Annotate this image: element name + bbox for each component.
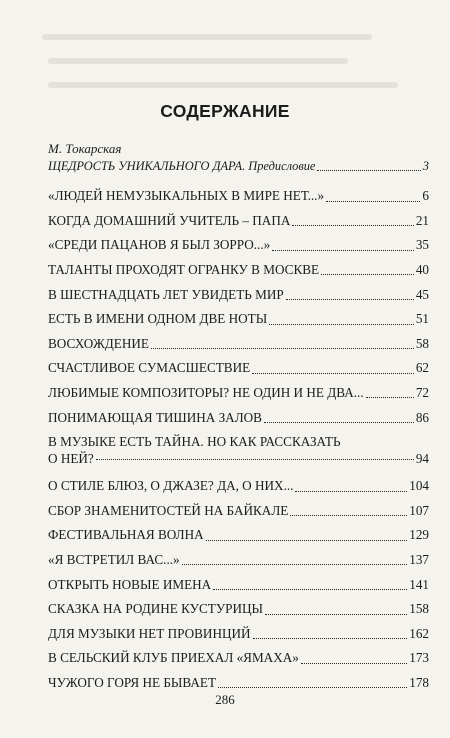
preface-author: М. Токарская — [48, 141, 122, 156]
dot-leader — [206, 540, 408, 541]
toc-entry-page: 107 — [409, 502, 429, 518]
dot-leader — [269, 324, 414, 325]
toc-entry — [48, 523, 429, 548]
toc-entry-title: ОТКРЫТЬ НОВЫЕ ИМЕНА — [48, 576, 212, 592]
dot-leader — [253, 638, 408, 639]
dot-leader — [252, 373, 414, 374]
toc-entry — [48, 184, 429, 209]
toc-entry-page: 178 — [409, 674, 429, 690]
toc-entry — [48, 405, 429, 430]
toc-entry-title: ЛЮБИМЫЕ КОМПОЗИТОРЫ? НЕ ОДИН И НЕ ДВА... — [48, 385, 364, 401]
toc-entry-page: 129 — [409, 527, 429, 543]
toc-entry — [48, 499, 429, 524]
toc-entry — [48, 646, 429, 671]
dot-leader — [301, 663, 407, 664]
toc-entry-title: «СРЕДИ ПАЦАНОВ Я БЫЛ ЗОРРО...» — [48, 237, 271, 253]
toc-entry-page: 162 — [409, 625, 429, 641]
toc-entry — [48, 381, 429, 406]
toc-entry-title: В СЕЛЬСКИЙ КЛУБ ПРИЕХАЛ «ЯМАХА» — [48, 650, 299, 666]
toc-entry-title: СКАЗКА НА РОДИНЕ КУСТУРИЦЫ — [48, 601, 264, 617]
toc-entry-title-continued: О НЕЙ? — [48, 450, 94, 466]
toc-entry — [48, 307, 429, 332]
show-through-text — [42, 34, 372, 40]
toc-entry — [48, 572, 429, 597]
dot-leader — [295, 491, 407, 492]
show-through-text — [48, 82, 398, 88]
toc-entry-title: ВОСХОЖДЕНИЕ — [48, 335, 149, 351]
toc-entry — [48, 474, 429, 499]
preface-entry — [48, 141, 429, 175]
toc-entry-title: В ШЕСТНАДЦАТЬ ЛЕТ УВИДЕТЬ МИР — [48, 286, 284, 302]
toc-entry-title: ДЛЯ МУЗЫКИ НЕТ ПРОВИНЦИЙ — [48, 625, 251, 641]
toc-entry-page: 141 — [409, 576, 429, 592]
toc-entry — [48, 282, 429, 307]
toc-entry-page: 158 — [409, 601, 429, 617]
show-through-text — [48, 58, 348, 64]
toc-entry — [48, 356, 429, 381]
dot-leader — [272, 250, 414, 251]
toc-entry-page: 173 — [409, 650, 429, 666]
toc-entry — [48, 430, 429, 474]
toc-entry-page: 58 — [415, 335, 429, 351]
page-number: 286 — [215, 692, 235, 707]
toc-entry-page: 6 — [422, 188, 429, 204]
toc-entry-page: 35 — [415, 237, 429, 253]
toc-entry-continuation — [48, 451, 429, 467]
dot-leader — [292, 225, 413, 226]
toc-entry — [48, 622, 429, 647]
toc-entry — [48, 233, 429, 258]
toc-entry — [48, 332, 429, 357]
toc-entry-title: «ЛЮДЕЙ НЕМУЗЫКАЛЬНЫХ В МИРЕ НЕТ...» — [48, 188, 325, 204]
page-title: СОДЕРЖАНИЕ — [160, 101, 290, 121]
toc-entry-page: 45 — [415, 286, 429, 302]
dot-leader — [182, 564, 408, 565]
toc-entry-title: ФЕСТИВАЛЬНАЯ ВОЛНА — [48, 527, 204, 543]
toc-entry — [48, 548, 429, 573]
dot-leader — [96, 459, 414, 460]
toc-entry — [48, 597, 429, 622]
toc-entry-page: 21 — [415, 212, 429, 228]
toc-entry-title: В МУЗЫКЕ ЕСТЬ ТАЙНА. НО КАК РАССКАЗАТЬ — [48, 433, 341, 449]
toc-entry-page: 86 — [415, 409, 429, 425]
preface-page: 3 — [422, 159, 429, 173]
dot-leader — [326, 201, 420, 202]
toc-entry-page: 40 — [415, 262, 429, 278]
dot-leader — [151, 348, 414, 349]
dot-leader — [290, 515, 407, 516]
toc-entry-page: 104 — [409, 478, 429, 494]
dot-leader — [218, 687, 407, 688]
preface-title-row — [48, 157, 429, 175]
toc-entry-page: 72 — [415, 385, 429, 401]
dot-leader — [321, 274, 414, 275]
toc-entry-title: ТАЛАНТЫ ПРОХОДЯТ ОГРАНКУ В МОСКВЕ — [48, 262, 320, 278]
toc-entry — [48, 258, 429, 283]
dot-leader — [265, 614, 407, 615]
toc-entry-page: 137 — [409, 552, 429, 568]
preface-title: ЩЕДРОСТЬ УНИКАЛЬНОГО ДАРА. Предисловие — [48, 159, 316, 173]
dot-leader — [286, 299, 414, 300]
dot-leader — [366, 397, 414, 398]
toc-entry-page: 51 — [415, 311, 429, 327]
toc-entry-title: СБОР ЗНАМЕНИТОСТЕЙ НА БАЙКАЛЕ — [48, 502, 289, 518]
table-of-contents — [48, 184, 429, 695]
toc-entry-title: «Я ВСТРЕТИЛ ВАС...» — [48, 552, 180, 568]
dot-leader — [264, 422, 414, 423]
dot-leader — [213, 589, 407, 590]
toc-entry-title: ЕСТЬ В ИМЕНИ ОДНОМ ДВЕ НОТЫ — [48, 311, 268, 327]
toc-entry-page: 62 — [415, 360, 429, 376]
toc-entry-title: КОГДА ДОМАШНИЙ УЧИТЕЛЬ – ПАПА — [48, 212, 291, 228]
toc-entry-title: ПОНИМАЮЩАЯ ТИШИНА ЗАЛОВ — [48, 409, 262, 425]
toc-entry-title: ЧУЖОГО ГОРЯ НЕ БЫВАЕТ — [48, 674, 216, 690]
dot-leader — [317, 170, 420, 171]
toc-entry-title: О СТИЛЕ БЛЮЗ, О ДЖАЗЕ? ДА, О НИХ... — [48, 478, 294, 494]
toc-entry — [48, 209, 429, 234]
toc-entry-title: СЧАСТЛИВОЕ СУМАСШЕСТВИЕ — [48, 360, 251, 376]
toc-entry-page: 94 — [415, 450, 429, 466]
